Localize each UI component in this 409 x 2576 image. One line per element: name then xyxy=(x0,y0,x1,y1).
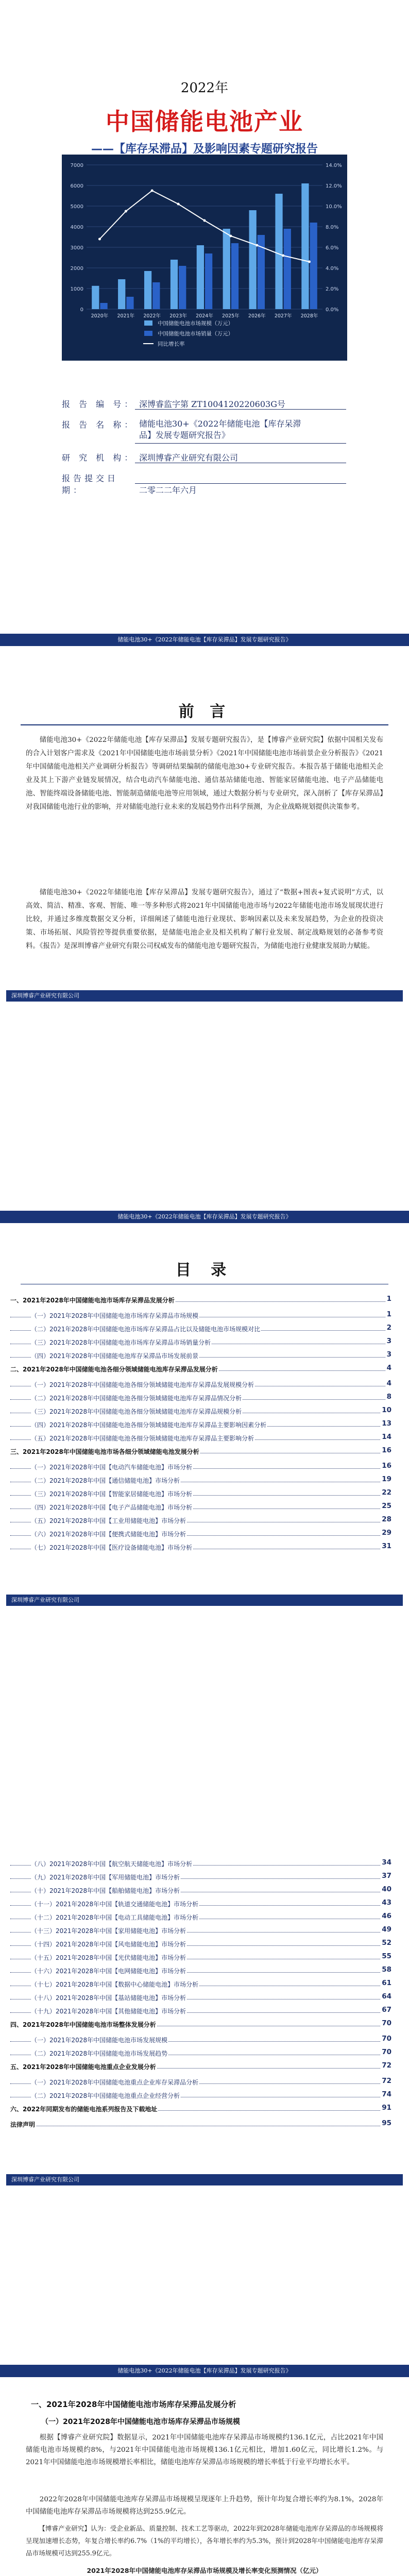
x-tick-label: 2020年 xyxy=(91,313,109,319)
x-tick-label: 2024年 xyxy=(196,313,213,319)
toc-item-label: （二）2021年2028年中国储能电池重点企业经营分析 xyxy=(31,2092,180,2099)
bar-market-size xyxy=(92,286,99,309)
toc-item-label: （七）2021年2028年中国【医疗设备储能电池】市场分析 xyxy=(31,1544,193,1551)
toc-item-label: （十一）2021年2028年中国【轨道交通储能电池】市场分析 xyxy=(31,1901,199,1908)
legend-swatch xyxy=(144,331,152,336)
toc-item-label: （二）2021年2028年中国储能电池各细分领域储能电池库存呆滞品情况分析 xyxy=(31,1395,242,1402)
toc-item-page: 52 xyxy=(382,1939,391,1947)
toc-item-label: （五）2021年2028年中国储能电池各细分领域储能电池库存呆滞品主要影响分析 xyxy=(31,1435,254,1442)
toc-item[interactable] xyxy=(10,1527,391,1540)
toc-item[interactable] xyxy=(10,2018,391,2033)
toc-item[interactable] xyxy=(10,1487,391,1500)
toc-item[interactable] xyxy=(10,2102,391,2117)
toc-title: 目 录 xyxy=(175,1261,234,1279)
bar-market-size xyxy=(171,260,178,309)
toc-item-label: 一、2021年2028年中国储能电池市场库存呆滞品发展分析 xyxy=(10,1297,175,1304)
y-tick-label: 5000 xyxy=(70,204,83,210)
toc-item-page: 49 xyxy=(382,1925,391,1934)
toc-item-page: 64 xyxy=(382,1992,391,2001)
toc-item-page: 58 xyxy=(382,1965,391,1974)
toc-item-page: 74 xyxy=(382,2090,391,2098)
toc-item-label: 五、2021年2028年中国储能电池重点企业发展分析 xyxy=(10,2063,156,2071)
bar-market-sales xyxy=(126,297,133,309)
body-paragraph-2: 2022年2028年中国储能电池库存呆滞品市场规模呈现逐年上升趋势，预计年均复合增长率约为8.1%，2028年中国储能电池库存呆滞品市场规模将达到255.9亿元。 xyxy=(26,2496,383,2516)
toc-item-page: 70 xyxy=(382,2035,391,2043)
toc-item-page: 3 xyxy=(386,1350,391,1359)
toc-item[interactable] xyxy=(10,2089,391,2102)
toc-item-page: 28 xyxy=(382,1515,391,1523)
toc-item-page: 67 xyxy=(382,2006,391,2014)
bar-market-size xyxy=(275,194,282,309)
toc-item-label: （十五）2021年2028年中国【光伏储能电池】市场分析 xyxy=(31,1954,186,1961)
growth-point xyxy=(229,235,232,238)
toc-item-page: 1 xyxy=(386,1295,391,1303)
bar-market-size xyxy=(118,279,125,309)
x-tick-label: 2022年 xyxy=(143,313,161,319)
growth-point xyxy=(203,219,206,222)
bar-market-size xyxy=(144,271,151,309)
toc-item-label: （一）2021年2028年中国储能电池市场库存呆滞品市场规模 xyxy=(31,1312,199,1319)
toc-item-page: 43 xyxy=(382,1899,391,1907)
toc-item-label: （十七）2021年2028年中国【数据中心储能电池】市场分析 xyxy=(31,1981,199,1988)
toc-item[interactable] xyxy=(10,1418,391,1431)
bar-market-sales xyxy=(205,253,212,309)
toc-item-label: （一）2021年2028年中国储能电池各细分领域储能电池库存呆滞品发展规模分析 xyxy=(31,1381,254,1388)
toc-item-label: 四、2021年2028年中国储能电池市场整体发展分析 xyxy=(10,2021,156,2028)
toc-item[interactable] xyxy=(10,1460,391,1473)
toc-item[interactable] xyxy=(10,1951,391,1964)
growth-point xyxy=(282,255,284,257)
toc-item-page: 16 xyxy=(382,1446,391,1454)
x-tick-label: 2023年 xyxy=(169,313,187,319)
toc-item-page: 95 xyxy=(382,2119,391,2127)
toc-item-label: （一）2021年2028年中国【电动汽车储能电池】市场分析 xyxy=(31,1464,193,1471)
toc-item-page: 4 xyxy=(386,1364,391,1372)
toc-item-label: （八）2021年2028年中国【航空航天储能电池】市场分析 xyxy=(31,1860,193,1868)
y-tick-label: 7000 xyxy=(70,163,83,168)
bar-market-sales xyxy=(231,243,238,309)
toc-item-page: 34 xyxy=(382,1858,391,1867)
bar-market-sales xyxy=(179,266,186,309)
toc-item-label: （十九）2021年2028年中国【其他储能电池】市场分析 xyxy=(31,2008,186,2015)
toc-item-label: （十）2021年2028年中国【船舶储能电池】市场分析 xyxy=(31,1887,180,1894)
toc-item[interactable] xyxy=(10,1404,391,1418)
y-tick-label: 4000 xyxy=(70,225,83,230)
toc-list xyxy=(10,1857,391,2133)
x-tick-label: 2027年 xyxy=(274,313,292,319)
toc-item-page: 37 xyxy=(382,1872,391,1880)
cover-chart xyxy=(62,155,347,361)
info-report-number: 报 告 编 号： 深博睿监字第 ZT1004120220603G号 xyxy=(62,399,285,409)
toc-item[interactable] xyxy=(10,1309,391,1322)
toc-item[interactable] xyxy=(10,1910,391,1924)
toc-item-label: （十八）2021年2028年中国【基站储能电池】市场分析 xyxy=(31,1994,186,2002)
legend-label: 中国储能电池市场销量（万元） xyxy=(158,331,233,337)
toc-item[interactable] xyxy=(10,1924,391,1937)
growth-point xyxy=(125,210,127,213)
page-footer: 深圳博睿产业研究有限公司 xyxy=(6,2174,403,2185)
toc-item[interactable] xyxy=(10,1897,391,1910)
y-tick-label: 3000 xyxy=(70,245,83,251)
toc-item[interactable] xyxy=(10,1500,391,1514)
divider xyxy=(135,483,346,484)
toc-item-label: （十六）2021年2028年中国【电网储能电池】市场分析 xyxy=(31,1968,186,1975)
x-tick-label: 2025年 xyxy=(222,313,240,319)
toc-item[interactable] xyxy=(10,1445,391,1460)
page-header: 储能电池30+《2022年储能电池【库存呆滞品】发展专题研究报告》 xyxy=(0,1211,409,1223)
bar-market-size xyxy=(197,245,204,309)
body-paragraph-1: 根据【博睿产业研究院】数据显示，2021年中国储能电池库存呆滞品市场规模约136.1亿元，占比2021年中国储能电池市场规模约8%，与2021年中国储能电池市场规模136.1亿元相比，增加1.60亿元，同比增长1.2%。与2021年中国储能电池市场规模增长率相比，储能电池库存呆滞品市场规模的增长率低于行业平均增长水平。 xyxy=(26,2434,383,2466)
body-paragraph-3: 【博睿产业研究】认为：受企业新品、质量控制、技术工艺等驱动，2022年到2028年储能电池库存呆滞品的市场规模将呈现加速增长态势，年复合增长率约6.7%（1%的平均增长），各年增长率约为5.3%，预计到2028年中国储能电池库存呆滞品市场规模可达到255.9亿元。 xyxy=(26,2524,383,2557)
toc-item-page: 14 xyxy=(382,1433,391,1441)
legend-swatch xyxy=(144,320,152,326)
toc-list xyxy=(10,1293,391,1554)
bar-market-size xyxy=(249,210,257,309)
cover-year: 2022年 xyxy=(180,80,229,96)
toc-item-label: （三）2021年2028年中国储能电池各细分领域储能电池库存呆滞品规模分析 xyxy=(31,1408,242,1415)
toc-item-label: 法律声明 xyxy=(10,2121,36,2128)
bar-market-sales xyxy=(310,223,317,309)
toc-item-page: 70 xyxy=(382,2048,391,2056)
section-heading: 一、2021年2028年中国储能电池市场库存呆滞品发展分析 xyxy=(31,2400,236,2409)
divider xyxy=(21,724,388,725)
y-tick-label: 6000 xyxy=(70,183,83,189)
foreword-title: 前 言 xyxy=(178,703,231,721)
toc-item[interactable] xyxy=(10,1964,391,1977)
toc-item[interactable] xyxy=(10,1378,391,1391)
toc-item-page: 10 xyxy=(382,1406,391,1414)
y2-tick-label: 4.0% xyxy=(326,266,339,272)
toc-item-page: 25 xyxy=(382,1502,391,1510)
growth-point xyxy=(98,238,101,241)
bar-market-sales xyxy=(152,282,160,309)
toc-item[interactable] xyxy=(10,1293,391,1309)
toc-item-label: （二）2021年2028年中国储能电池市场库存呆滞品占比以及储能电池市场规模对比 xyxy=(31,1326,261,1333)
y2-tick-label: 12.0% xyxy=(326,183,342,189)
toc-item-page: 55 xyxy=(382,1952,391,1960)
x-tick-label: 2026年 xyxy=(248,313,266,319)
toc-item[interactable] xyxy=(10,1349,391,1362)
growth-point xyxy=(151,190,154,192)
toc-item[interactable] xyxy=(10,1977,391,1991)
foreword-paragraph-1: 储能电池30+《2022年储能电池【库存呆滞品】发展专题研究报告》，是【博睿产业研究院】依据中国相关发布的合入计划客户需求及《2021年中国储能电池市场前景分析》《2021年中国储能电池市场前景企业分析报告》《2021年中国储能电池相关产业调研分析报告》等调研结果编制的储能电池30+专业研究报告。本报告基于储能电池相关企业及其上下游产业链发展情况，结合电动汽车储能电池、通信基站储能电池、智能家居储能电池、电子产品储能电池、智能终端设备储能电池、智能制造储能电池等应用领域，通过大数据分析与专业研究，深入剖析了【库存呆滞品】对我国储能电池行业的影响，并对储能电池行业未来的发展趋势作出科学预测，为企业战略规划提供决策参考。 xyxy=(26,736,383,811)
page-header: 储能电池30+《2022年储能电池【库存呆滞品】发展专题研究报告》 xyxy=(0,2365,409,2377)
toc-item-label: （一）2021年2028年中国储能电池市场发展规模 xyxy=(31,2037,168,2044)
toc-item-page: 8 xyxy=(386,1393,391,1401)
cover-title: 中国储能电池产业 xyxy=(106,108,303,135)
toc-item-label: （六）2021年2028年中国【便携式储能电池】市场分析 xyxy=(31,1531,186,1538)
toc-item[interactable] xyxy=(10,1884,391,1897)
toc-item-page: 13 xyxy=(382,1419,391,1428)
toc-item-label: （三）2021年2028年中国【智能家居储能电池】市场分析 xyxy=(31,1490,193,1498)
divider xyxy=(135,409,346,410)
toc-item-page: 61 xyxy=(382,1979,391,1987)
subsection-heading: （一）2021年2028年中国储能电池市场库存呆滞品市场规模 xyxy=(41,2418,240,2426)
toc-item[interactable] xyxy=(10,1991,391,2004)
toc-item[interactable] xyxy=(10,1857,391,1870)
foreword-paragraph-2: 储能电池30+《2022年储能电池【库存呆滞品】发展专题研究报告》，通过了“数据+图表+复式说明”方式，以高效、简洁、精准、客观、智能、唯一等多种形式将2021年中国储能电池市场与2022年储能电池市场发展现状进行比较，并通过多维度数据交叉分析，详细阐述了储能电池行业现状、影响因素以及未来发展趋势，为企业的投资决策、市场拓展、风险管控等提供重要依据，是储能电池企业及相关机构了解行业发展、制定战略规划的必备参考资料。《报告》是深圳博睿产业研究有限公司权威发布的储能电池专题研究报告，为储能电池行业健康发展助力赋能。 xyxy=(26,889,383,950)
growth-point xyxy=(177,203,180,206)
toc-item-label: 二、2021年2028年中国储能电池各细分领域储能电池库存呆滞品发展分析 xyxy=(10,1366,218,1373)
chart-title: 2021年2028年中国储能电池库存呆滞品市场规模及增长率变化预测情况（亿元） xyxy=(87,2567,322,2574)
y2-tick-label: 6.0% xyxy=(326,245,339,251)
toc-item-page: 72 xyxy=(382,2077,391,2085)
toc-item-label: 三、2021年2028年中国储能电池市场各细分领域储能电池发展分析 xyxy=(10,1448,199,1455)
toc-item[interactable] xyxy=(10,2060,391,2075)
toc-item[interactable] xyxy=(10,2004,391,2018)
body-page-1 xyxy=(0,2308,409,2576)
y2-tick-label: 10.0% xyxy=(326,204,342,210)
growth-point xyxy=(308,261,311,263)
page-footer: 深圳博睿产业研究有限公司 xyxy=(6,990,403,1002)
toc-item-label: （九）2021年2028年中国【军用储能电池】市场分析 xyxy=(31,1874,180,1881)
y2-tick-label: 14.0% xyxy=(326,163,342,168)
toc-item-page: 31 xyxy=(382,1542,391,1550)
toc-item[interactable] xyxy=(10,1514,391,1527)
toc-item[interactable] xyxy=(10,1937,391,1951)
toc-item[interactable] xyxy=(10,1473,391,1487)
toc-item-label: （五）2021年2028年中国【工业用储能电池】市场分析 xyxy=(31,1517,186,1524)
toc-item-label: （十三）2021年2028年中国【家用储能电池】市场分析 xyxy=(31,1927,186,1935)
toc-item-label: （四）2021年2028年中国储能电池库存呆滞品市场发展前景 xyxy=(31,1352,199,1360)
x-tick-label: 2028年 xyxy=(300,313,318,319)
toc-item-page: 72 xyxy=(382,2061,391,2070)
toc-page-2 xyxy=(0,1731,409,2308)
y-tick-label: 0 xyxy=(80,307,83,313)
cover-page xyxy=(0,0,409,577)
toc-item-page: 2 xyxy=(386,1324,391,1332)
toc-item[interactable] xyxy=(10,2075,391,2089)
toc-item[interactable] xyxy=(10,1391,391,1404)
toc-item-page: 40 xyxy=(382,1885,391,1893)
bar-market-sales xyxy=(100,303,107,309)
toc-item-page: 70 xyxy=(382,2019,391,2027)
toc-item-page: 16 xyxy=(382,1462,391,1470)
y2-tick-label: 8.0% xyxy=(326,225,339,230)
toc-item-label: （十四）2021年2028年中国【风电储能电池】市场分析 xyxy=(31,1941,186,1948)
y-tick-label: 1000 xyxy=(70,286,83,292)
y-tick-label: 2000 xyxy=(70,266,83,272)
cover-subtitle: ——【库存呆滞品】及影响因素专题研究报告 xyxy=(91,143,318,156)
bar-market-sales xyxy=(284,229,291,309)
toc-item[interactable] xyxy=(10,2046,391,2060)
legend-label: 中国储能电池市场规模（万元） xyxy=(158,320,233,327)
info-institution: 研 究 机 构： 深圳博睿产业研究有限公司 xyxy=(62,453,238,463)
page-footer: 深圳博睿产业研究有限公司 xyxy=(6,1595,403,1606)
toc-item[interactable] xyxy=(10,1362,391,1378)
toc-item[interactable] xyxy=(10,1870,391,1884)
toc-item-page: 4 xyxy=(386,1379,391,1387)
info-report-name: 报 告 名 称： 储能电池30+《2022年储能电池【库存呆滞品】发展专题研究报告》 xyxy=(62,419,301,440)
info-submit-date: 报告提交日期： 二零二二年六月 xyxy=(62,473,197,495)
toc-item[interactable] xyxy=(10,2033,391,2046)
divider xyxy=(135,443,346,444)
toc-page-1 xyxy=(0,1154,409,1731)
page-header: 储能电池30+《2022年储能电池【库存呆滞品】发展专题研究报告》 xyxy=(0,634,409,646)
toc-item[interactable] xyxy=(10,1540,391,1554)
toc-item-label: （四）2021年2028年中国【电子产品储能电池】市场分析 xyxy=(31,1504,193,1511)
bar-market-size xyxy=(223,229,230,309)
toc-item-label: （三）2021年2028年中国储能电池市场库存呆滞品市场销量分析 xyxy=(31,1339,211,1346)
toc-item-label: （四）2021年2028年中国储能电池各细分领域储能电池库存呆滞品主要影响因素分析 xyxy=(31,1421,267,1429)
toc-item-page: 1 xyxy=(386,1310,391,1318)
toc-item-label: （二）2021年2028年中国储能电池市场发展趋势 xyxy=(31,2050,168,2057)
growth-point xyxy=(255,244,258,247)
y2-tick-label: 0.0% xyxy=(326,307,339,313)
x-tick-label: 2021年 xyxy=(117,313,135,319)
toc-item[interactable] xyxy=(10,1322,391,1335)
toc-item-label: （二）2021年2028年中国【通信储能电池】市场分析 xyxy=(31,1477,180,1484)
toc-item-label: （一）2021年2028年中国储能电池重点企业库存呆滞品分析 xyxy=(31,2079,199,2086)
toc-item-page: 91 xyxy=(382,2104,391,2112)
toc-item-page: 22 xyxy=(382,1488,391,1497)
toc-item[interactable] xyxy=(10,1335,391,1349)
legend-label: 同比增长率 xyxy=(158,341,185,347)
toc-item-page: 19 xyxy=(382,1475,391,1483)
toc-item-page: 3 xyxy=(386,1337,391,1345)
foreword-page xyxy=(0,577,409,1154)
toc-item-label: 六、2022年同期发布的储能电池系列报告及下载地址 xyxy=(10,2106,158,2113)
toc-item[interactable] xyxy=(10,2117,391,2133)
toc-item-page: 29 xyxy=(382,1529,391,1537)
toc-item-page: 46 xyxy=(382,1912,391,1920)
bar-market-size xyxy=(301,183,309,309)
y2-tick-label: 2.0% xyxy=(326,286,339,292)
toc-item[interactable] xyxy=(10,1431,391,1445)
toc-item-label: （十二）2021年2028年中国【电动工具储能电池】市场分析 xyxy=(31,1914,199,1921)
